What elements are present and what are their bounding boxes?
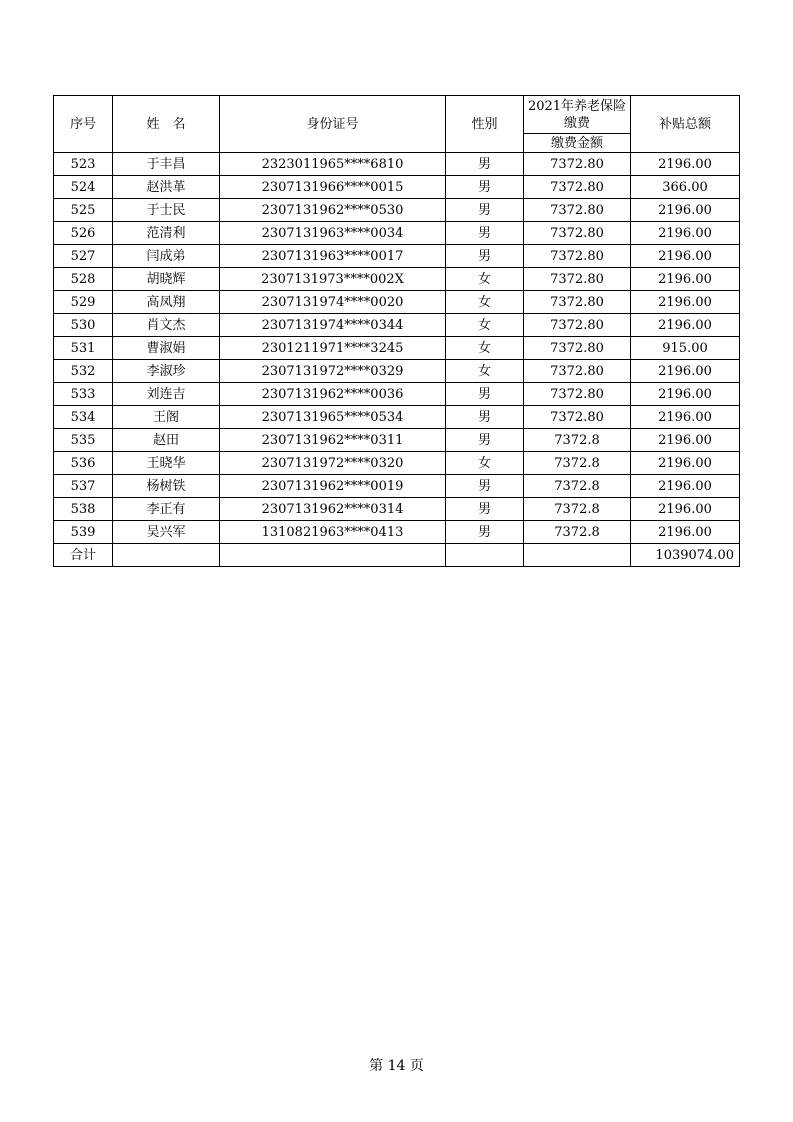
cell-amount: 7372.80 — [524, 337, 631, 360]
cell-amount: 7372.80 — [524, 314, 631, 337]
cell-name: 范清利 — [113, 222, 220, 245]
cell-gender: 女 — [446, 314, 524, 337]
cell-subsidy: 2196.00 — [631, 153, 740, 176]
cell-subsidy: 2196.00 — [631, 222, 740, 245]
cell-id: 2307131962****0036 — [220, 383, 446, 406]
total-id — [220, 544, 446, 567]
table-row — [54, 383, 740, 406]
cell-amount: 7372.80 — [524, 222, 631, 245]
cell-amount: 7372.80 — [524, 406, 631, 429]
total-subsidy: 1039074.00 — [631, 544, 740, 567]
cell-subsidy: 915.00 — [631, 337, 740, 360]
cell-seq: 535 — [54, 429, 113, 452]
cell-gender: 女 — [446, 360, 524, 383]
cell-seq: 525 — [54, 199, 113, 222]
cell-name: 闫成弟 — [113, 245, 220, 268]
cell-gender: 男 — [446, 475, 524, 498]
cell-amount: 7372.80 — [524, 383, 631, 406]
table-row — [54, 521, 740, 544]
cell-gender: 女 — [446, 291, 524, 314]
header-seq: 序号 — [54, 96, 113, 153]
cell-gender: 男 — [446, 498, 524, 521]
cell-gender: 男 — [446, 383, 524, 406]
cell-gender: 男 — [446, 153, 524, 176]
cell-name: 于士民 — [113, 199, 220, 222]
cell-id: 2323011965****6810 — [220, 153, 446, 176]
cell-amount: 7372.8 — [524, 475, 631, 498]
cell-subsidy: 2196.00 — [631, 521, 740, 544]
cell-id: 2307131962****0530 — [220, 199, 446, 222]
cell-gender: 女 — [446, 268, 524, 291]
cell-name: 赵洪革 — [113, 176, 220, 199]
total-label: 合计 — [54, 544, 113, 567]
cell-amount: 7372.80 — [524, 291, 631, 314]
cell-name: 杨树铁 — [113, 475, 220, 498]
cell-amount: 7372.80 — [524, 153, 631, 176]
cell-seq: 538 — [54, 498, 113, 521]
table-row — [54, 360, 740, 383]
cell-amount: 7372.80 — [524, 176, 631, 199]
total-gender — [446, 544, 524, 567]
header-row — [54, 96, 740, 134]
total-amount — [524, 544, 631, 567]
header-id: 身份证号 — [220, 96, 446, 153]
cell-name: 高凤翔 — [113, 291, 220, 314]
cell-name: 赵田 — [113, 429, 220, 452]
cell-gender: 男 — [446, 222, 524, 245]
cell-subsidy: 2196.00 — [631, 475, 740, 498]
cell-amount: 7372.8 — [524, 429, 631, 452]
cell-id: 2301211971****3245 — [220, 337, 446, 360]
header-pension-group: 2021年养老保险缴费 — [524, 96, 631, 134]
cell-id: 2307131965****0534 — [220, 406, 446, 429]
header-gender: 性别 — [446, 96, 524, 153]
cell-seq: 528 — [54, 268, 113, 291]
header-subsidy: 补贴总额 — [631, 96, 740, 153]
table-row — [54, 222, 740, 245]
table-row — [54, 452, 740, 475]
table-row — [54, 199, 740, 222]
cell-seq: 539 — [54, 521, 113, 544]
cell-subsidy: 2196.00 — [631, 268, 740, 291]
cell-subsidy: 2196.00 — [631, 452, 740, 475]
cell-seq: 526 — [54, 222, 113, 245]
cell-subsidy: 2196.00 — [631, 314, 740, 337]
table-row — [54, 245, 740, 268]
cell-id: 2307131973****002X — [220, 268, 446, 291]
cell-subsidy: 2196.00 — [631, 383, 740, 406]
cell-gender: 男 — [446, 199, 524, 222]
cell-gender: 女 — [446, 337, 524, 360]
cell-id: 2307131974****0020 — [220, 291, 446, 314]
cell-gender: 男 — [446, 521, 524, 544]
cell-gender: 男 — [446, 176, 524, 199]
cell-subsidy: 366.00 — [631, 176, 740, 199]
cell-gender: 男 — [446, 245, 524, 268]
cell-name: 曹淑娟 — [113, 337, 220, 360]
cell-seq: 536 — [54, 452, 113, 475]
cell-name: 李淑珍 — [113, 360, 220, 383]
cell-seq: 529 — [54, 291, 113, 314]
subsidy-table — [53, 95, 740, 567]
cell-seq: 534 — [54, 406, 113, 429]
cell-name: 肖文杰 — [113, 314, 220, 337]
cell-name: 王晓华 — [113, 452, 220, 475]
cell-id: 1310821963****0413 — [220, 521, 446, 544]
cell-amount: 7372.80 — [524, 199, 631, 222]
cell-amount: 7372.8 — [524, 521, 631, 544]
cell-name: 于丰昌 — [113, 153, 220, 176]
table-body — [54, 96, 740, 567]
cell-seq: 537 — [54, 475, 113, 498]
cell-seq: 533 — [54, 383, 113, 406]
total-name — [113, 544, 220, 567]
cell-name: 王阁 — [113, 406, 220, 429]
cell-name: 胡晓辉 — [113, 268, 220, 291]
table-row — [54, 314, 740, 337]
cell-seq: 531 — [54, 337, 113, 360]
table-row — [54, 406, 740, 429]
page-number: 第 14 页 — [369, 1058, 424, 1074]
header-name: 姓 名 — [113, 96, 220, 153]
table-row — [54, 475, 740, 498]
cell-id: 2307131966****0015 — [220, 176, 446, 199]
cell-id: 2307131972****0320 — [220, 452, 446, 475]
cell-amount: 7372.80 — [524, 245, 631, 268]
cell-amount: 7372.8 — [524, 498, 631, 521]
cell-name: 李正有 — [113, 498, 220, 521]
cell-id: 2307131963****0017 — [220, 245, 446, 268]
table-row — [54, 291, 740, 314]
cell-subsidy: 2196.00 — [631, 429, 740, 452]
cell-subsidy: 2196.00 — [631, 360, 740, 383]
cell-name: 吴兴军 — [113, 521, 220, 544]
table-row — [54, 337, 740, 360]
total-row — [54, 544, 740, 567]
cell-amount: 7372.8 — [524, 452, 631, 475]
cell-gender: 女 — [446, 452, 524, 475]
header-pension-amount: 缴费金额 — [524, 134, 631, 153]
cell-amount: 7372.80 — [524, 268, 631, 291]
cell-name: 刘连吉 — [113, 383, 220, 406]
cell-id: 2307131962****0019 — [220, 475, 446, 498]
cell-seq: 527 — [54, 245, 113, 268]
cell-amount: 7372.80 — [524, 360, 631, 383]
table-row — [54, 153, 740, 176]
table-row — [54, 268, 740, 291]
cell-subsidy: 2196.00 — [631, 291, 740, 314]
cell-seq: 523 — [54, 153, 113, 176]
cell-seq: 532 — [54, 360, 113, 383]
cell-subsidy: 2196.00 — [631, 245, 740, 268]
table-row — [54, 429, 740, 452]
cell-id: 2307131963****0034 — [220, 222, 446, 245]
cell-id: 2307131962****0311 — [220, 429, 446, 452]
cell-subsidy: 2196.00 — [631, 498, 740, 521]
cell-seq: 530 — [54, 314, 113, 337]
cell-id: 2307131962****0314 — [220, 498, 446, 521]
cell-subsidy: 2196.00 — [631, 406, 740, 429]
cell-gender: 男 — [446, 429, 524, 452]
cell-gender: 男 — [446, 406, 524, 429]
cell-id: 2307131974****0344 — [220, 314, 446, 337]
cell-seq: 524 — [54, 176, 113, 199]
cell-id: 2307131972****0329 — [220, 360, 446, 383]
table-row — [54, 498, 740, 521]
table-row — [54, 176, 740, 199]
cell-subsidy: 2196.00 — [631, 199, 740, 222]
